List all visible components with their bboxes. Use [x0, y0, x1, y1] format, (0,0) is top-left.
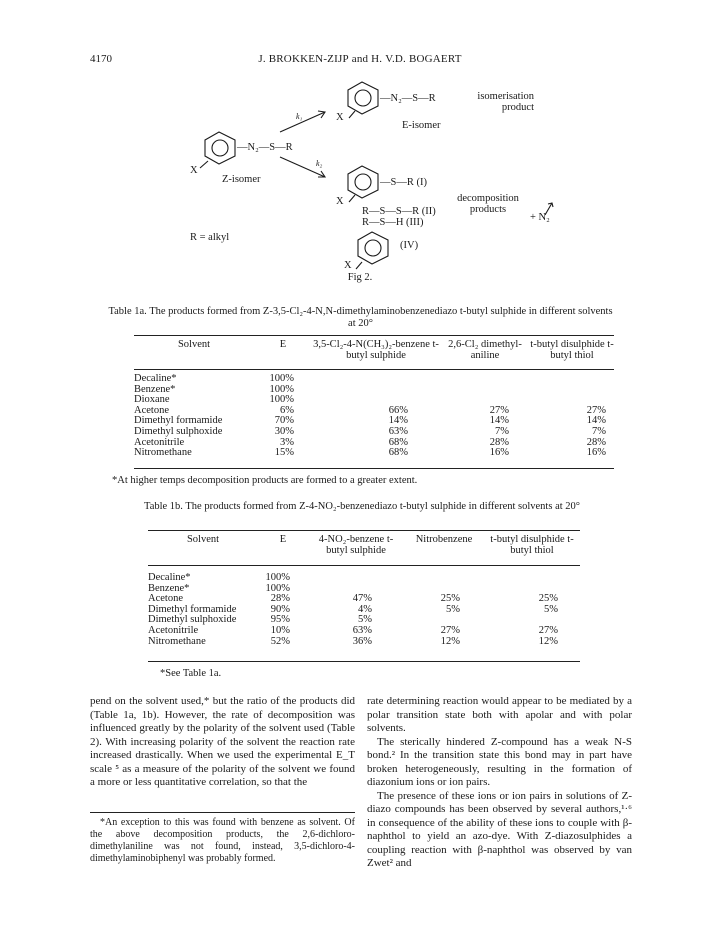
body-paragraph: The sterically hindered Z-compound has a weak N-S bond.² In the transition state this bond may in part have broken heterogeneously, resulting in the formation of diazonium ions or ion pairs.: [367, 735, 632, 788]
bond-x-top: [349, 111, 355, 118]
value-cell: 63%: [352, 624, 372, 636]
solvent-cell: Dimethyl sulphoxide: [148, 614, 237, 626]
value-cell: 5%: [358, 614, 372, 626]
figure-caption: Fig 2.: [347, 272, 373, 283]
benzene-ring-top: [348, 82, 378, 114]
solvent-cell: Dioxane: [134, 394, 170, 406]
value-cell: 12%: [538, 635, 558, 647]
value-cell: [531, 374, 614, 385]
col-header: E: [279, 339, 287, 350]
value-cell: [304, 573, 404, 584]
arrow-k1: [280, 112, 325, 132]
table-1a-caption: Table 1a. The products formed from Z-3,5-Cl₂-4-N,N-dimethylaminobenzenediazo t-butyl sulphide in different solvents at 20°: [108, 306, 613, 329]
e-isomer-label: E-isomer: [402, 120, 441, 131]
value-cell: [306, 395, 446, 406]
table-1b-header-rule: [148, 565, 580, 566]
value-cell: 30%: [274, 425, 294, 437]
table-row: [134, 438, 614, 449]
table-1b-bottom-rule: [148, 661, 580, 662]
col-header: Solvent: [177, 339, 211, 350]
table-row: [148, 626, 580, 637]
table-1a-top-rule: [134, 335, 614, 336]
value-cell: 10%: [270, 624, 290, 636]
table-1b-top-rule: [148, 530, 580, 531]
value-cell: 36%: [352, 635, 372, 647]
table-header-row: [148, 534, 580, 556]
value-cell: 63%: [388, 425, 408, 437]
x-top: X: [336, 112, 344, 123]
value-cell: 70%: [274, 415, 294, 427]
top-chain: —N₂—S—R: [380, 93, 436, 104]
col-header: t-butyl disulphide t-butyl thiol: [530, 339, 614, 361]
table-1a-body: [134, 374, 614, 459]
decomposition-label: decomposition products: [457, 193, 519, 215]
solvent-cell: Benzene*: [134, 383, 176, 395]
value-cell: 14%: [489, 415, 509, 427]
value-cell: [486, 573, 580, 584]
value-cell: 100%: [269, 394, 294, 406]
value-cell: 27%: [489, 404, 509, 416]
col-header: 3,5-Cl₂-4-N(CH₃)₂-benzene t-butyl sulphide: [313, 339, 439, 361]
value-cell: 28%: [489, 436, 509, 448]
value-cell: 68%: [388, 436, 408, 448]
value-cell: 95%: [270, 614, 290, 626]
page-footnote: *An exception to this was found with benzene as solvent. Of the above decomposition products, the 2,6-dichloro-dimethylaniline was not found, instead, 3,5-dichloro-4-dimethylaminobiphenyl was probably formed.: [90, 817, 355, 864]
benzene-ring-middle: [348, 166, 378, 198]
value-cell: 27%: [538, 624, 558, 636]
running-head: J. BROKKEN-ZIJP and H. V.D. BOGAERT: [258, 53, 462, 65]
table-header-row: [134, 339, 614, 361]
benzene-ring-left: [205, 132, 235, 164]
value-cell: 66%: [388, 404, 408, 416]
value-cell: 28%: [586, 436, 606, 448]
x-middle: X: [336, 196, 344, 207]
solvent-cell: Nitromethane: [134, 447, 192, 459]
solvent-cell: Dimethyl sulphoxide: [134, 425, 223, 437]
col-header: Nitrobenzene: [415, 534, 473, 545]
value-cell: 16%: [489, 447, 509, 459]
plus-n2: + N₂: [530, 212, 550, 223]
value-cell: 25%: [538, 593, 558, 605]
table-row: [134, 448, 614, 459]
bond-x-bottom: [356, 262, 362, 269]
table-row: [134, 385, 614, 396]
isomerisation-label: isomerisation product: [477, 91, 534, 113]
table-1a-bottom-rule: [134, 468, 614, 469]
col-header: E: [279, 534, 287, 545]
solvent-cell: Nitromethane: [148, 635, 206, 647]
bond-x-middle: [349, 195, 355, 202]
solvent-cell: Acetone: [148, 593, 183, 605]
k1-label: k₁: [296, 112, 303, 121]
value-cell: [306, 374, 446, 385]
value-cell: 100%: [269, 373, 294, 384]
value-cell: [486, 615, 580, 626]
value-cell: 68%: [388, 447, 408, 459]
value-cell: 100%: [265, 582, 290, 594]
value-cell: [486, 584, 580, 595]
table-row: [134, 374, 614, 385]
table-1b-caption: Table 1b. The products formed from Z-4-NO₂-benzenediazo t-butyl sulphide in different solvents at 20°: [144, 501, 580, 512]
table-row: [148, 637, 580, 648]
table-1a-footnote: *At higher temps decomposition products are formed to a greater extent.: [112, 475, 418, 486]
value-cell: 47%: [352, 593, 372, 605]
bond-x-left: [200, 161, 208, 168]
solvent-cell: Acetonitrile: [148, 624, 199, 636]
k2-label: k₂: [316, 159, 323, 168]
solvent-cell: Dimethyl formamide: [134, 415, 223, 427]
col-header: Solvent: [186, 534, 220, 545]
col-header: t-butyl disulphide t-butyl thiol: [490, 534, 574, 556]
value-cell: 7%: [592, 425, 606, 437]
r-alkyl-label: R = alkyl: [190, 232, 230, 243]
z-isomer-label: Z-isomer: [222, 174, 261, 185]
value-cell: 14%: [388, 415, 408, 427]
value-cell: [531, 385, 614, 396]
page-number: 4170: [90, 53, 112, 65]
table-row: [134, 427, 614, 438]
product-ii: R—S—S—R (II): [362, 206, 436, 217]
table-1b-footnote: *See Table 1a.: [160, 668, 222, 679]
benzene-ring-bottom: [358, 232, 388, 264]
x-left: X: [190, 165, 198, 176]
value-cell: 4%: [358, 603, 372, 615]
solvent-cell: Benzene*: [148, 582, 190, 594]
solvent-cell: Decaline*: [134, 373, 177, 384]
value-cell: 28%: [270, 593, 290, 605]
value-cell: 27%: [440, 624, 460, 636]
table-row: [134, 395, 614, 406]
body-paragraph: The presence of these ions or ion pairs in solutions of Z-diazo compounds has been observed by several authors,¹·⁶ in consequence of the ability of these ions to couple with β-naphthol to yield an azo-dye. With Z-diazosulphides a coupling reaction with β-naphthol was observed by van Zwet² and: [367, 789, 632, 869]
x-bottom: X: [344, 260, 352, 271]
body-paragraph: pend on the solvent used,* but the ratio of the products did (Table 1a, 1b). However, the rate of decomposition was influenced greatly by the polarity of the solvent used (Table 2). With increasing polarity of the solvent the reaction rate increased drastically. When we used the experimental E_T scale ⁵ as a measure of the polarity of the solvent we found a more or less quantitative correlation, so that the: [90, 695, 355, 788]
body-paragraph: rate determining reaction would appear to be mediated by a polar transition state both with apolar and with polar solvents.: [367, 695, 632, 734]
value-cell: 100%: [265, 572, 290, 583]
value-cell: 16%: [586, 447, 606, 459]
solvent-cell: Dimethyl formamide: [148, 603, 237, 615]
value-cell: 7%: [495, 425, 509, 437]
value-cell: 5%: [446, 603, 460, 615]
value-cell: 25%: [440, 593, 460, 605]
left-chain: —N₂—S—R: [237, 142, 293, 153]
value-cell: [306, 385, 446, 396]
value-cell: [446, 385, 531, 396]
solvent-cell: Acetone: [134, 404, 169, 416]
col-header: 2,6-Cl₂ dimethyl-aniline: [448, 339, 522, 361]
col-header: 4-NO₂-benzene t-butyl sulphide: [318, 534, 394, 556]
table-1a: [134, 339, 614, 367]
table-row: [148, 573, 580, 584]
value-cell: 14%: [586, 415, 606, 427]
product-iii: R—S—H (III): [362, 217, 424, 228]
value-cell: 12%: [440, 635, 460, 647]
table-1a-header-rule: [134, 369, 614, 370]
value-cell: 52%: [270, 635, 290, 647]
product-i: —S—R (I): [380, 177, 427, 188]
value-cell: [404, 573, 486, 584]
left-column: [90, 695, 355, 790]
value-cell: [446, 395, 531, 406]
right-column: [367, 695, 632, 871]
value-cell: 6%: [280, 404, 294, 416]
footnote-rule: [90, 812, 355, 813]
solvent-cell: Acetonitrile: [134, 436, 185, 448]
value-cell: [446, 374, 531, 385]
value-cell: 90%: [270, 603, 290, 615]
solvent-cell: Decaline*: [148, 572, 191, 583]
value-cell: 3%: [280, 436, 294, 448]
value-cell: 27%: [586, 404, 606, 416]
table-1b: [148, 534, 580, 556]
value-cell: 15%: [274, 447, 294, 459]
table-1b-body: [148, 573, 580, 647]
value-cell: 5%: [544, 603, 558, 615]
product-iv: (IV): [400, 240, 419, 251]
reaction-scheme-figure: [150, 72, 580, 297]
value-cell: 100%: [269, 383, 294, 395]
